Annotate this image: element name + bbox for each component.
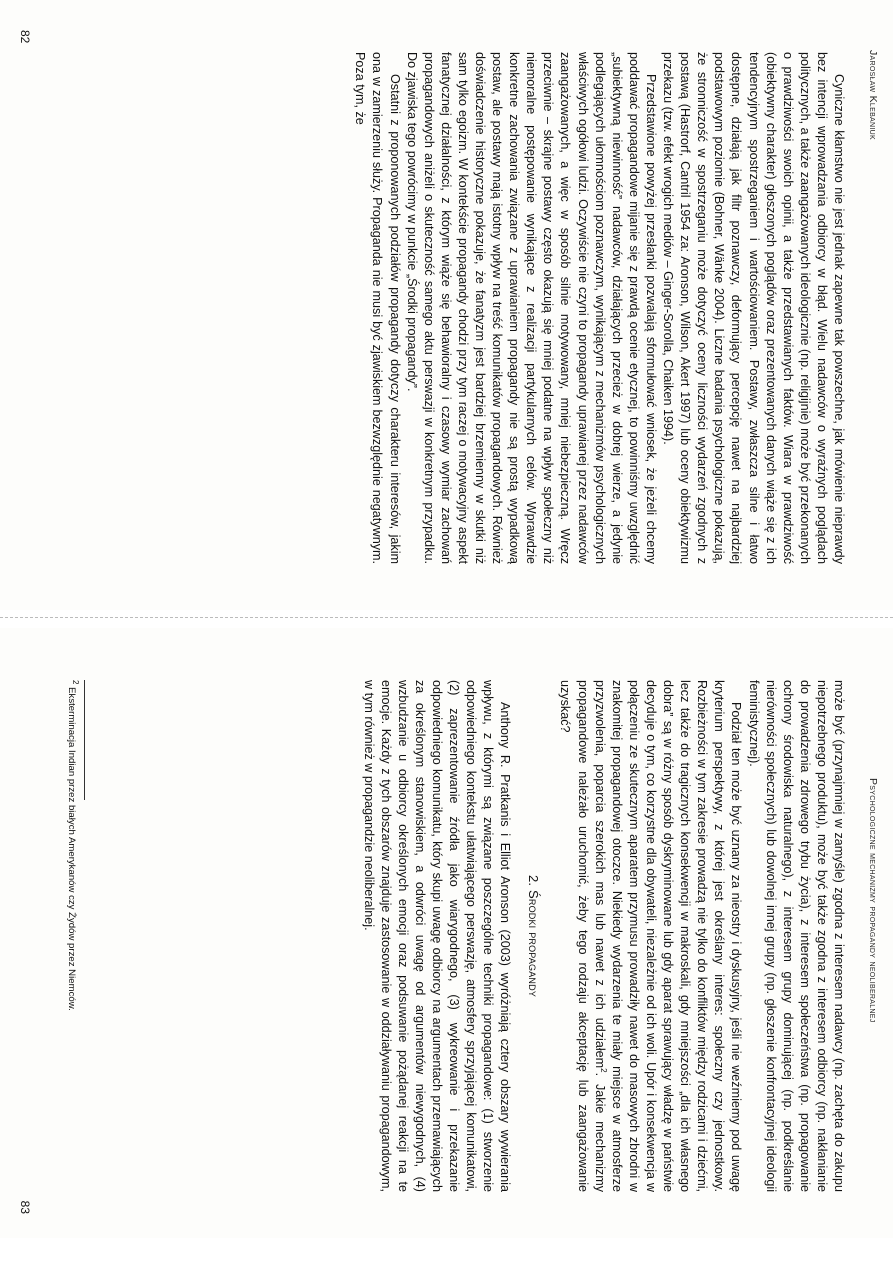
footnote-reference[interactable]: 2 <box>598 1068 608 1073</box>
left-page <box>0 0 893 610</box>
section-heading: 2. Środki propagandy <box>526 874 542 998</box>
right-page-body <box>359 680 847 1192</box>
running-head-author: Jarosław Klebaniuk <box>867 50 879 140</box>
paragraph: Cyniczne kłamstwo nie jest jednak zapewne tak powszechne, jak mówienie nieprawdy bez intencji wprowadzania odbiorcy w błąd. Wielu nadawców o wyraźnych poglądach politycznych, a także zaangażowanych ideologicznie (np. religijnie) może być przekonanych o prawdziwości swoich opinii, a także przedstawianych faktów. Wiara w prawdziwość (obiektywny charakter) głoszonych poglądów oraz prezentowanych danych wiąże się z ich tendencyjnym spostrzeganiem i wartościowaniem. Postawy, zwłaszcza silne i łatwo dostępne, działają jak filtr poznawczy, deformujący percepcję nawet na najbardziej podstawowym poziomie (Bohner, Wänke 2004). Liczne badania psychologiczne pokazują, że stronniczość w spostrzeganiu może dotyczyć oceny liczności wydarzeń zgodnych z postawą (Hastrorf, Cantril 1954 za: Aronson, Wilson, Akert 1997) lub oceny obiektywizmu przekazu (tzw. efekt wrogich mediów – Ginger-Sorolla, Chaiken 1994). <box>661 52 846 564</box>
paragraph <box>556 680 744 1192</box>
right-page <box>0 628 893 1238</box>
running-head-title: Psychologiczne mechanizmy propagandy neoliberalnej <box>867 778 879 1023</box>
paragraph: może być (przynajmniej w zamyśle) zgodna z interesem nadawcy (np. zachęta do zakupu niepotrzebnego produktu), może być także zgodna z interesem odbiorcy (np. nakłanianie do prowadzenia zdrowego trybu życia), z interesem społeczeństwa (np. propagowanie ochrony środowiska naturalnego), z interesem grupy dominującej (np. podkreślanie nierówności społecznych) lub dowolnej innej grupy (np. głoszenie konfrontacyjnej ideologii feministycznej). <box>746 680 846 1192</box>
left-page-body <box>351 52 847 564</box>
footnote-number: 2 <box>71 680 81 685</box>
page-number: 82 <box>18 30 32 44</box>
paragraph-text: . Jakie mechanizmy propagandowe należało uruchomić, żeby tego rodzaju akceptację lub zaangażowanie uzyskać? <box>558 680 607 1192</box>
page-number: 83 <box>18 1200 32 1214</box>
paragraph: Ostatni z proponowanych podziałów propagandy dotyczy charakteru interesów, jakim ona w zamierzeniu służy. Propaganda nie musi być zjawiskiem bezwzględnie negatywnym. Poza tym, że <box>353 52 402 564</box>
paragraph: Przedstawione powyżej przesłanki pozwalają sformułować wniosek, że jeżeli chcemy poddawać propagandowe mijanie się z prawdą ocenie etycznej, to powinniśmy uwzględnić „subiektywną niewinność” nadawców, działających przecież w dobrej wierze, a jedynie podlegających ułomnościom poznawczym, wynikającym z mechanizmów psychologicznych właściwych ogółowi ludzi. Oczywiście nie czyni to propagandy uprawianej przez nadawców zaangażowanych, a więc w sposób silnie motywowany, mniej niebezpieczną. Wręcz przeciwnie – skrajne postawy często okazują się mniej podatne na wpływ społeczny niż niemoralne postępowanie wynikające z realizacji partykularnych celów. Wprawdzie konkretne zachowania związane z uprawianiem propagandy nie są prostą wypadkową postaw, ale postawy mają istotny wpływ na treść komunikatów propagandowych. Również doświadczenie historyczne pokazuje, że fanatyzm jest bardziej brzemienny w skutki niż sam tylko egoizm. W kontekście propagandy chodzi przy tym raczej o motywacyjny aspekt fanatycznej działalności, z którym wiąże się behawioralny i czasowy wymiar zachowań propagandowych aniżeli o skuteczność samego aktu perswazji w konkretnym przypadku. Do zjawiska tego powrócimy w punkcie „Środki propagandy”. <box>404 52 658 564</box>
footnote-separator <box>84 680 85 800</box>
footnote-text: Eksterminacja Indian przez białych Amerykanów czy Żydów przez Niemców. <box>66 687 77 1011</box>
footnote <box>65 680 81 1192</box>
paragraph: Anthony R. Pratkanis i Elliot Aronson (2003) wyróżniają cztery obszary wywierania wpływu, z którymi są związane poszczególne techniki propagandowe: (1) stworzenie odpowiedniego kontekstu ułatwiającego perswazję, atmosfery sprzyjającej komunikatowi, (2) zaprezentowanie źródła jako wiarygodnego, (3) wykreowanie i przekazanie odpowiedniego komunikatu, który skupi uwagę odbiorcy na argumentach przemawiających za określonym stanowiskiem, a odwróci uwagę od argumentów niewygodnych, (4) wzbudzanie u odbiorcy określonych emocji oraz podsuwanie pożądanej reakcji na te emocje. Każdy z tych obszarów znajduje zastosowanie w oddziaływaniu propagandowym, w tym również w propagandzie neoliberalnej. <box>361 680 513 1192</box>
paragraph-text: Podział ten może być uznany za nieostry i dyskusyjny, jeśli nie weźmiemy pod uwagę kryterium perspektywy, z której jest określany interes: społeczny czy jednostkowy. Rozbieżności w tym zakresie prowadzą nie tylko do konfliktów między rodzicami i dziećmi, lecz także do tragicznych konsekwencji w makroskali, gdy mniejszości „dla ich własnego dobra” są w różny sposób dyskryminowane lub gdy aparat sprawujący władzę w państwie decyduje o tym, co korzystne dla obywateli, niezależnie od ich woli. Upór i konsekwencja w połączeniu ze skutecznym aparatem przymusu prowadziły nawet do masowych zbrodni w znakomitej propagandowej otoczce. Niekiedy wydarzenia te miały miejsce w atmosferze przyzwolenia, poparcia szerokich mas lub nawet z ich udziałem <box>592 680 744 1192</box>
page-divider <box>0 617 893 618</box>
